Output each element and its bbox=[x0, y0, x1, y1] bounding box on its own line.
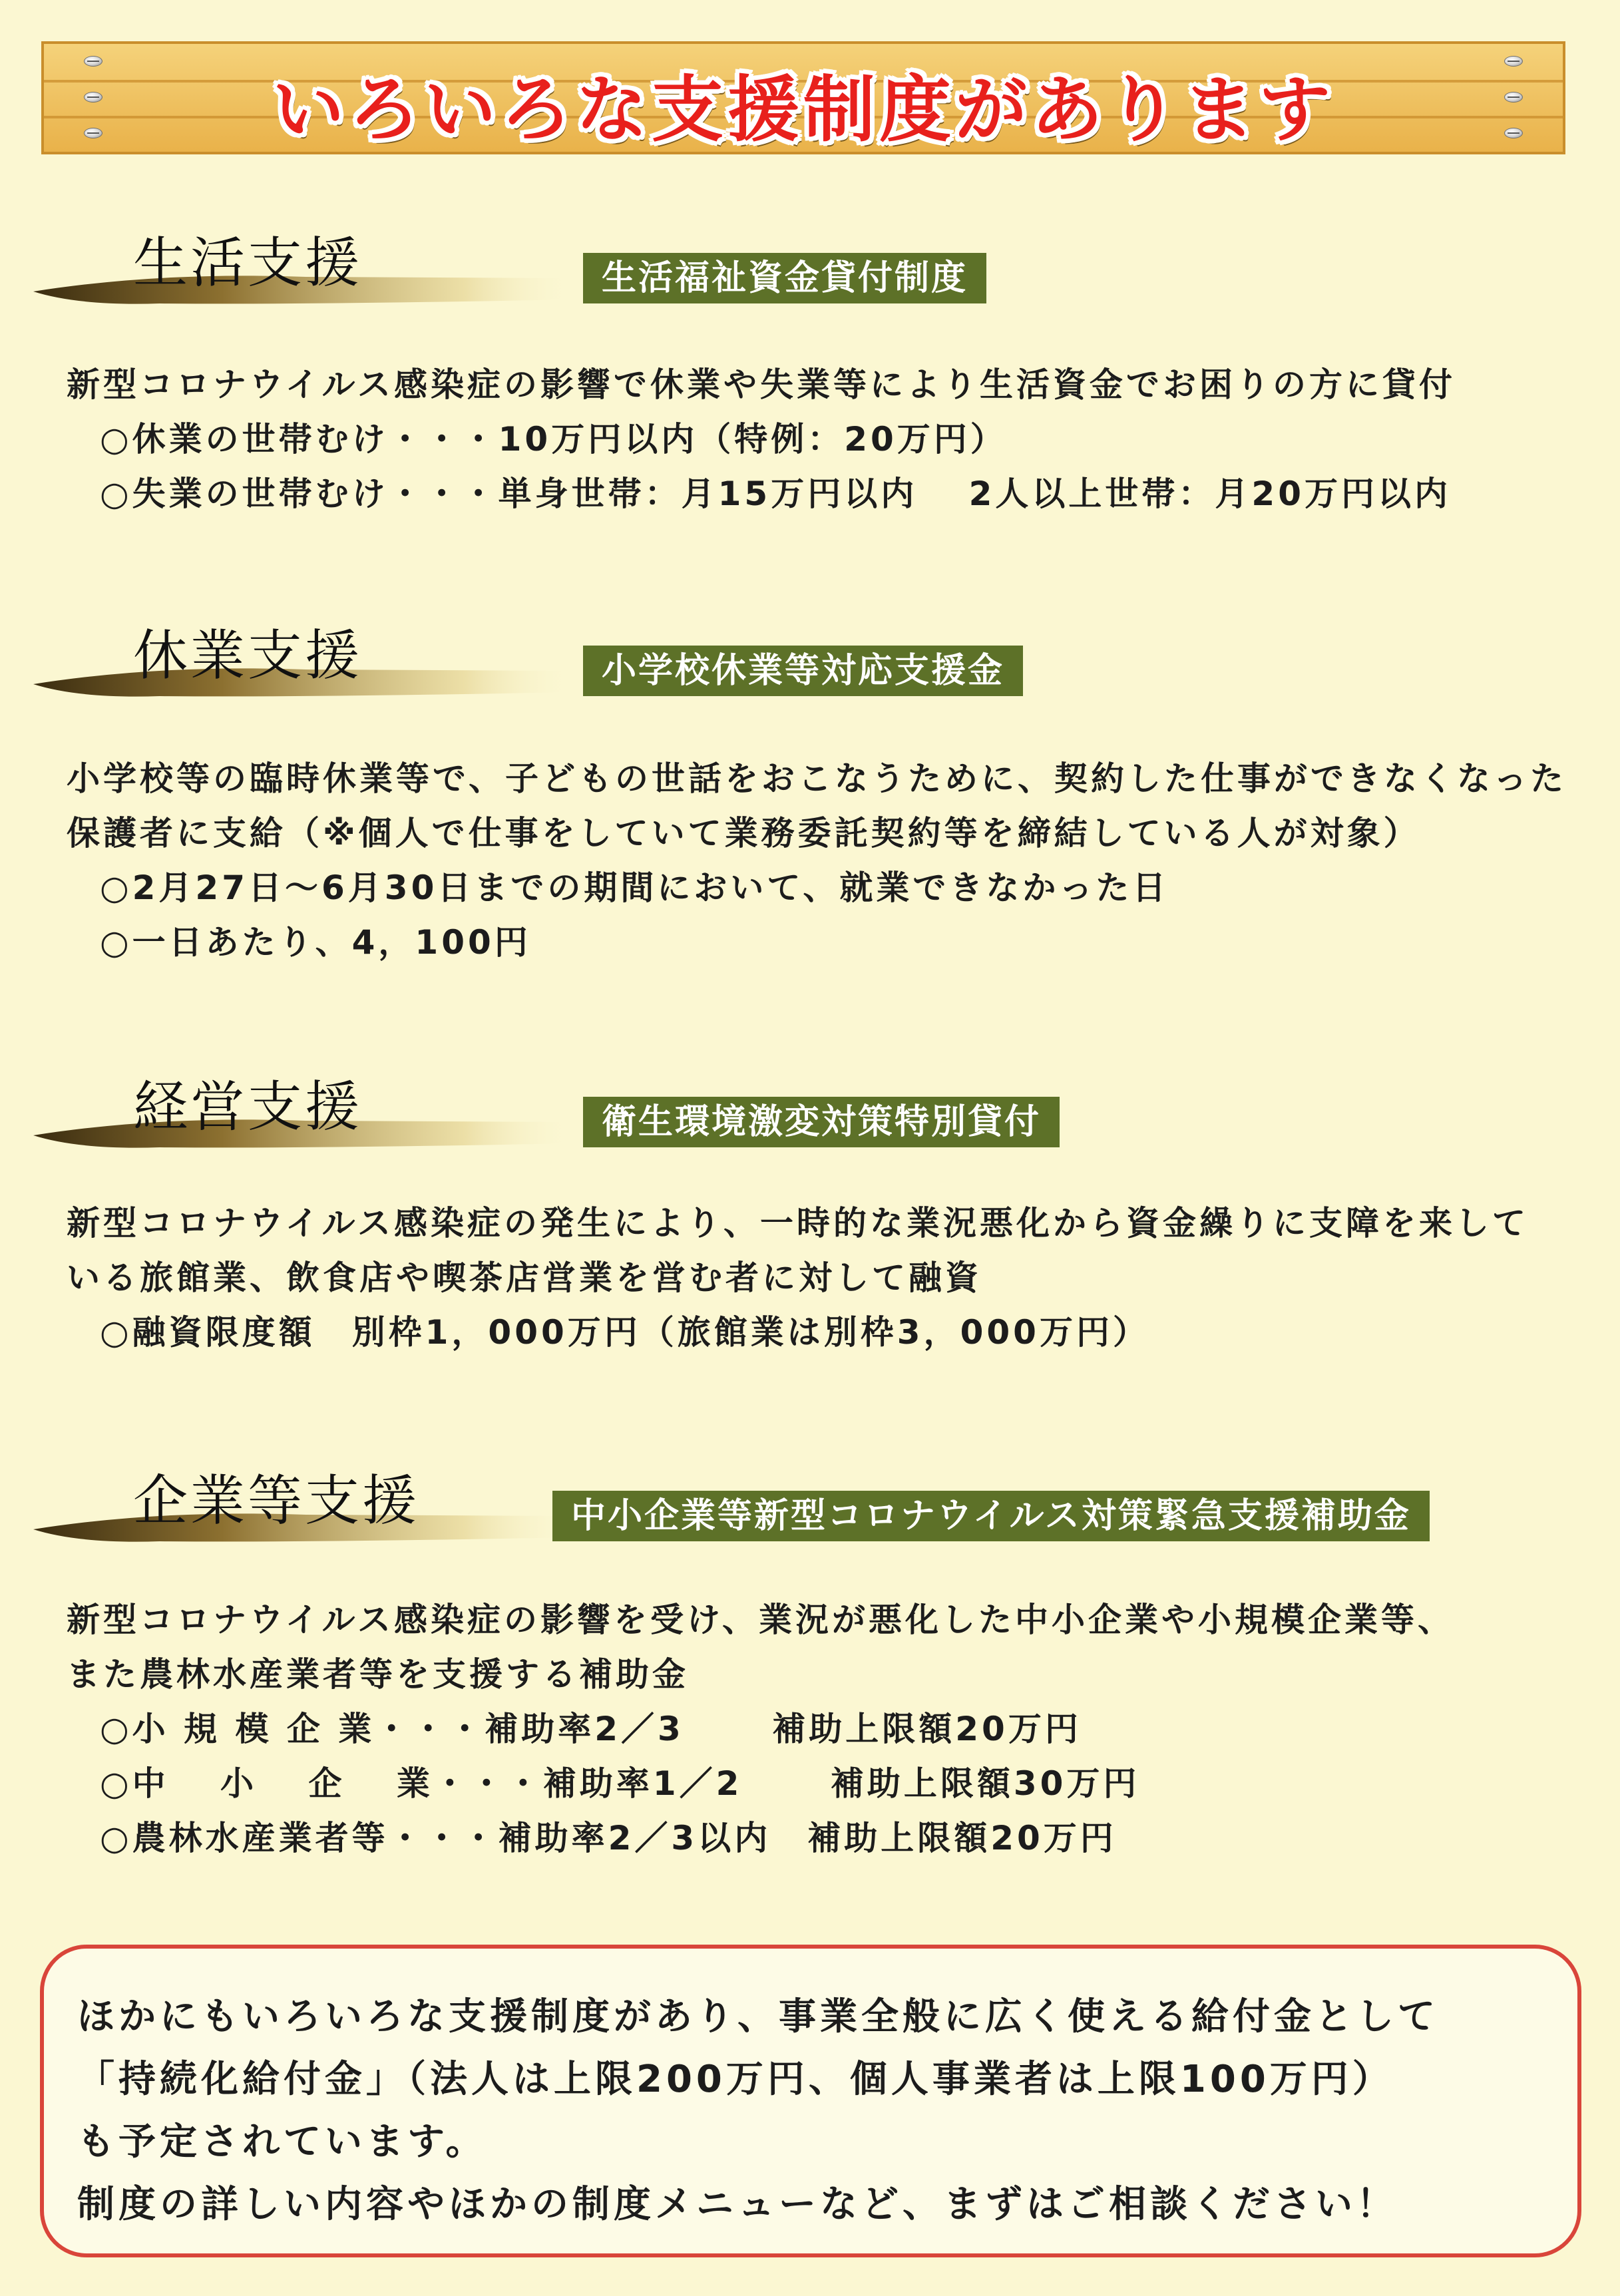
title-banner bbox=[41, 41, 1565, 154]
notice-text: 制度の詳しい内容やほかの制度メニューなど、まずはご相談ください！ bbox=[77, 2183, 1398, 2226]
bullet-item: ○失業の世帯むけ・・・単身世帯：月15万円以内 2人以上世帯：月20万円以内 bbox=[100, 475, 1451, 513]
bullet-item: ○小 規 模 企 業・・・補助率2／3 補助上限額20万円 bbox=[100, 1710, 1082, 1748]
section-text: 小学校等の臨時休業等で、子どもの世話をおこなうために、契約した仕事ができなくなった bbox=[67, 759, 1567, 798]
section-text: 新型コロナウイルス感染症の発生により、一時的な業況悪化から資金繰りに支障を来して bbox=[67, 1204, 1529, 1243]
section-title: 経営支援 bbox=[133, 1075, 363, 1139]
section-text: 保護者に支給（※個人で仕事をしていて業務委託契約等を締結している人が対象） bbox=[67, 814, 1420, 853]
program-tag: 衛生環境激変対策特別貸付 bbox=[583, 1097, 1060, 1147]
notice-text: 「持続化給付金」（法人は上限200万円、個人事業者は上限100万円） bbox=[77, 2058, 1394, 2101]
program-tag: 小学校休業等対応支援金 bbox=[583, 646, 1023, 696]
section-title: 休業支援 bbox=[133, 624, 363, 687]
section-title: 企業等支援 bbox=[133, 1469, 420, 1533]
section-text: いる旅館業、飲食店や喫茶店営業を営む者に対して融資 bbox=[67, 1258, 982, 1297]
notice-text: も予定されています。 bbox=[77, 2120, 487, 2164]
page-title: いろいろな支援制度があります bbox=[272, 69, 1334, 152]
bullet-item: ○一日あたり、4，100円 bbox=[100, 923, 531, 962]
bullet-item: ○2月27日～6月30日までの期間において、就業できなかった日 bbox=[100, 868, 1169, 907]
section-text: 新型コロナウイルス感染症の影響で休業や失業等により生活資金でお困りの方に貸付 bbox=[67, 365, 1456, 404]
bullet-item: ○中 小 企 業・・・補助率1／2 補助上限額30万円 bbox=[100, 1764, 1140, 1803]
section-text: また農林水産業者等を支援する補助金 bbox=[67, 1655, 689, 1694]
section-text: 新型コロナウイルス感染症の影響を受け、業況が悪化した中小企業や小規模企業等、 bbox=[67, 1601, 1454, 1639]
notice-box bbox=[40, 1945, 1581, 2257]
program-tag: 生活福祉資金貸付制度 bbox=[583, 253, 986, 303]
bullet-item: ○休業の世帯むけ・・・10万円以内（特例：20万円） bbox=[100, 420, 1007, 459]
bullet-item: ○融資限度額 別枠1，000万円（旅館業は別枠3，000万円） bbox=[100, 1313, 1149, 1352]
bullet-item: ○農林水産業者等・・・補助率2／3以内 補助上限額20万円 bbox=[100, 1819, 1117, 1857]
section-title: 生活支援 bbox=[133, 232, 363, 295]
notice-text: ほかにもいろいろな支援制度があり、事業全般に広く使える給付金として bbox=[77, 1995, 1439, 2038]
program-tag: 中小企業等新型コロナウイルス対策緊急支援補助金 bbox=[552, 1491, 1430, 1541]
